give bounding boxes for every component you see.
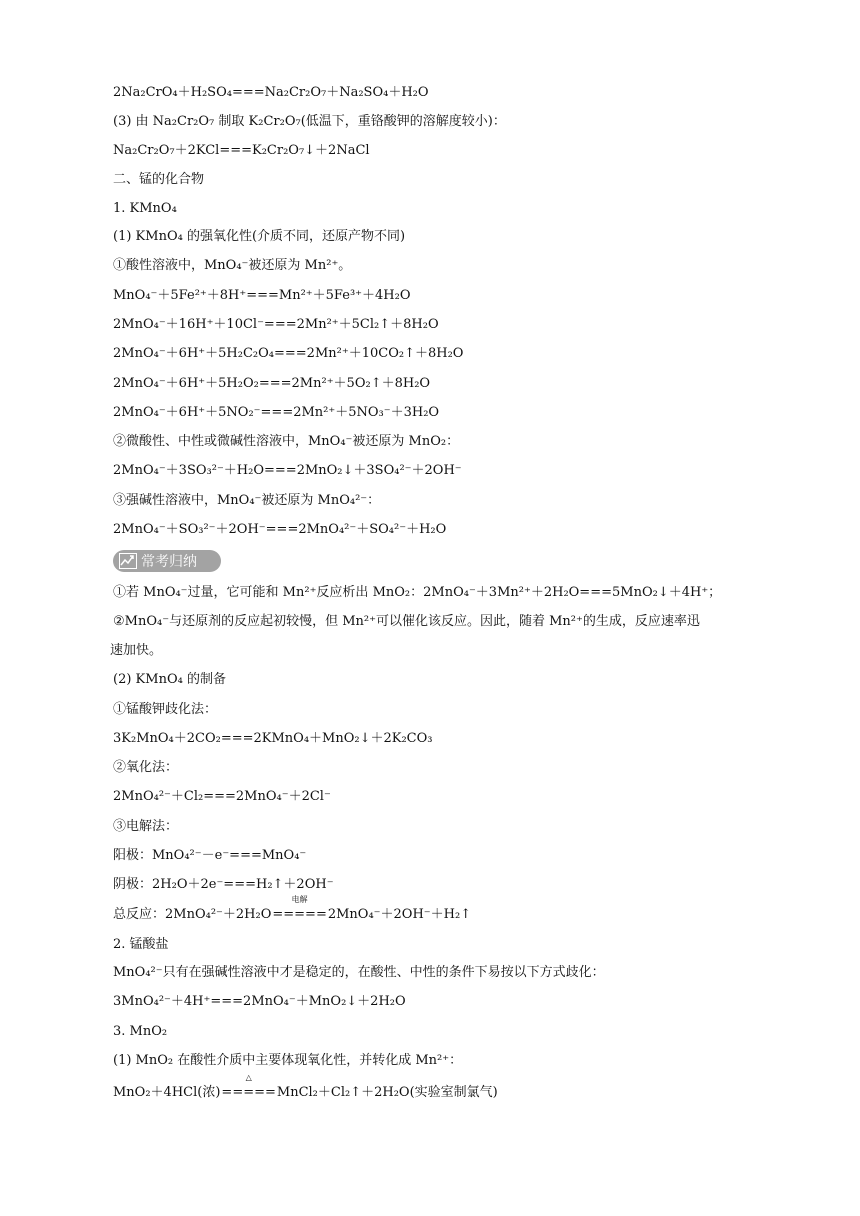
equation-left: MnO₂＋4HCl(浓) [113,1085,221,1100]
subsection-heading: 1. KMnO₄ [113,201,177,216]
equation-line: 2MnO₄⁻＋6H⁺＋5NO₂⁻===2Mn²⁺＋5NO₃⁻＋3H₂O [113,405,440,420]
text-line: (1) KMnO₄ 的强氧化性(介质不同，还原产物不同) [113,229,406,244]
equation-right: 2MnO₄⁻＋2OH⁻＋H₂↑ [327,907,472,922]
trend-chart-icon [119,553,137,569]
text-line: ②氧化法： [113,760,179,775]
text-line: MnO₄²⁻只有在强碱性溶液中才是稳定的，在酸性、中性的条件下易按以下方式歧化： [113,965,605,980]
text-line: ①酸性溶液中，MnO₄⁻被还原为 Mn²⁺。 [113,258,352,273]
equation-right: MnCl₂＋Cl₂↑＋2H₂O(实验室制氯气) [276,1085,498,1100]
badge-label: 常考归纳 [141,554,197,570]
equation-line: 2MnO₄⁻＋6H⁺＋5H₂C₂O₄===2Mn²⁺＋10CO₂↑＋8H₂O [113,346,464,361]
equation-line: 2MnO₄⁻＋SO₃²⁻＋2OH⁻===2MnO₄²⁻＋SO₄²⁻＋H₂O [113,522,447,537]
text-line: ①锰酸钾歧化法： [113,702,218,717]
equation-left: 总反应：2MnO₄²⁻＋2H₂O [113,907,272,922]
reaction-arrow: ===== [221,1085,276,1100]
equation-line: 3K₂MnO₄＋2CO₂===2KMnO₄＋MnO₂↓＋2K₂CO₃ [113,731,433,746]
section-heading: 二、锰的化合物 [113,172,205,187]
equation-line: MnO₄⁻＋5Fe²⁺＋8H⁺===Mn²⁺＋5Fe³⁺＋4H₂O [113,288,411,303]
reaction-condition [271,895,327,924]
equation-line: 阴极：2H₂O＋2e⁻===H₂↑＋2OH⁻ [113,877,334,892]
text-line: ③强碱性溶液中，MnO₄⁻被还原为 MnO₄²⁻： [113,493,381,508]
text-line: ②微酸性、中性或微碱性溶液中，MnO₄⁻被还原为 MnO₂： [113,434,460,449]
equation-line: 2MnO₄²⁻＋Cl₂===2MnO₄⁻＋2Cl⁻ [113,789,331,804]
text-line: (2) KMnO₄ 的制备 [113,672,226,687]
subsection-heading: 2. 锰酸盐 [113,937,169,952]
text-line: ①若 MnO₄⁻过量，它可能和 Mn²⁺反应析出 MnO₂：2MnO₄⁻＋3Mn²⁺＋2H₂O===5MnO₂↓＋4H⁺； [113,585,722,600]
subsection-heading: 3. MnO₂ [113,1024,168,1039]
summary-badge [113,550,221,572]
reaction-arrow: ===== [272,907,327,922]
equation-line: 2Na₂CrO₄＋H₂SO₄===Na₂Cr₂O₇＋Na₂SO₄＋H₂O [113,85,429,100]
equation-line: Na₂Cr₂O₇＋2KCl===K₂Cr₂O₇↓＋2NaCl [113,143,370,158]
equation-line: 2MnO₄⁻＋6H⁺＋5H₂O₂===2Mn²⁺＋5O₂↑＋8H₂O [113,376,431,391]
text-line: ③电解法： [113,819,179,834]
equation-line: 2MnO₄⁻＋16H⁺＋10Cl⁻===2Mn²⁺＋5Cl₂↑＋8H₂O [113,317,439,332]
equation-line: 2MnO₄⁻＋3SO₃²⁻＋H₂O===2MnO₂↓＋3SO₄²⁻＋2OH⁻ [113,463,462,478]
reaction-condition [220,1073,276,1102]
text-line: ②MnO₄⁻与还原剂的反应起初较慢，但 Mn²⁺可以催化该反应。因此，随着 Mn²⁺的生成，反应速率迅 [113,614,700,629]
equation-line [113,895,780,924]
condition-label: 电解 [291,895,308,904]
text-line: 速加快。 [110,643,163,658]
equation-line: 3MnO₄²⁻＋4H⁺===2MnO₄⁻＋MnO₂↓＋2H₂O [113,994,406,1009]
text-line: (3) 由 Na₂Cr₂O₇ 制取 K₂Cr₂O₇(低温下，重铬酸钾的溶解度较小)： [113,114,506,129]
equation-line [113,1073,780,1102]
heat-symbol: △ [245,1073,252,1082]
text-line: (1) MnO₂ 在酸性介质中主要体现氧化性，并转化成 Mn²⁺： [113,1053,463,1068]
equation-line: 阳极：MnO₄²⁻－e⁻===MnO₄⁻ [113,848,307,863]
